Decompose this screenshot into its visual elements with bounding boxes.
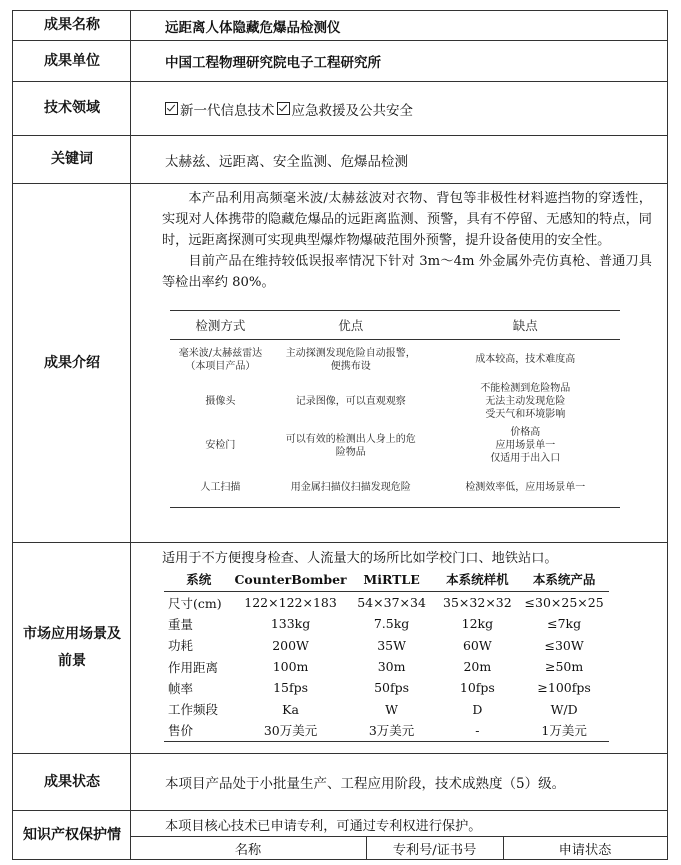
spec-cell: 功耗	[168, 638, 194, 654]
ip-col-number: 专利号/证书号	[392, 842, 477, 858]
comparison-header: 优点	[271, 311, 431, 340]
unit-value: 中国工程物理研究院电子工程研究所	[165, 55, 381, 71]
keywords-value: 太赫兹、远距离、安全监测、危爆品检测	[165, 153, 408, 170]
spec-cell: 133kg	[270, 616, 311, 632]
unit-label: 成果单位	[44, 52, 100, 69]
spec-cell: W/D	[550, 701, 578, 717]
spec-cell: 尺寸(cm)	[164, 592, 233, 614]
cons-cell: 价格高 应用场景单一 仅适用于出入口	[490, 427, 561, 464]
status-label: 成果状态	[44, 773, 100, 790]
spec-cell: W	[385, 701, 398, 717]
name-label: 成果名称	[44, 17, 100, 34]
market-intro: 适用于不方便搜身检查、人流量大的场所比如学校门口、地铁站口。	[162, 551, 558, 566]
method-cell: 毫米波/太赫兹雷达 （本项目产品）	[178, 347, 263, 372]
spec-cell: 54×37×34	[348, 592, 436, 614]
intro-paragraph-1: 本产品利用高频毫米波/太赫兹波对衣物、背包等非极性材料遮挡物的穿透性，实现对人体携带的隐藏危爆品的远距离监测、预警，具有不停留、无感知的特点，同时，远距离探测可实现典型爆炸物爆破范围外预警，提升设备使用的安全性。	[162, 191, 652, 248]
table-row	[164, 677, 609, 698]
spec-cell: 15fps	[273, 680, 309, 696]
ip-col-name: 名称	[234, 842, 262, 858]
spec-cell: 1万美元	[519, 720, 609, 742]
spec-cell: 3万美元	[348, 720, 436, 742]
spec-header: 本系统产品	[519, 567, 609, 592]
spec-cell: 帧率	[168, 680, 194, 696]
method-cell: 安检门	[205, 440, 236, 451]
spec-cell: 12kg	[461, 616, 494, 632]
spec-header: MiRTLE	[348, 567, 436, 592]
spec-header: 本系统样机	[436, 567, 520, 592]
spec-cell: D	[472, 701, 483, 717]
table-row	[164, 592, 609, 614]
pros-cell: 用金属扫描仪扫描发现危险	[271, 468, 431, 508]
spec-cell: ≥100fps	[537, 680, 591, 696]
name-value: 远距离人体隐藏危爆品检测仪	[165, 19, 341, 36]
cons-cell: 成本较高，技术难度高	[475, 354, 576, 366]
table-row	[170, 468, 620, 508]
table-row	[170, 424, 620, 468]
spec-header: CounterBomber	[233, 567, 347, 592]
spec-cell: Ka	[282, 701, 299, 717]
field-option-1: 新一代信息技术	[180, 102, 275, 119]
spec-cell: 10fps	[459, 680, 495, 696]
table-row	[164, 635, 609, 656]
row-status	[12, 753, 668, 811]
pros-cell: 主动探测发现危险自动报警， 便携布设	[285, 347, 416, 372]
spec-header: 系统	[164, 567, 233, 592]
comparison-table	[170, 310, 620, 508]
table-row	[164, 656, 609, 677]
ip-col-status: 申请状态	[558, 842, 612, 858]
intro-text	[162, 188, 652, 293]
spec-cell: 7.5kg	[373, 616, 410, 632]
spec-cell: ≤30×25×25	[519, 592, 609, 614]
spec-cell: ≥50m	[545, 659, 584, 675]
intro-paragraph-2: 目前产品在维持较低误报率情况下针对 3m～4m 外金属外壳仿真枪、普通刀具等检出率约 80%。	[162, 254, 652, 290]
checked-box-icon	[277, 102, 290, 115]
keywords-label: 关键词	[51, 151, 93, 168]
pros-cell: 可以有效的检测出人身上的危 险物品	[285, 433, 416, 458]
table-row	[170, 340, 620, 380]
ip-value: 本项目核心技术已申请专利，可通过专利权进行保护。	[165, 819, 482, 834]
table-row	[164, 720, 609, 742]
spec-cell: 35W	[377, 637, 406, 653]
cons-cell: 检测效率低，应用场景单一	[431, 468, 620, 508]
spec-table	[164, 567, 609, 742]
comparison-header: 缺点	[431, 311, 620, 340]
row-unit	[12, 40, 668, 82]
spec-cell: 122×122×183	[233, 592, 347, 614]
table-row	[170, 380, 620, 424]
spec-cell: 工作频段	[168, 702, 219, 718]
row-keywords	[12, 135, 668, 184]
spec-cell: 重量	[168, 616, 194, 632]
spec-cell: 作用距离	[168, 659, 219, 675]
method-cell: 人工扫描	[170, 468, 271, 508]
spec-cell: ≤30W	[544, 637, 584, 653]
achievement-form	[12, 10, 668, 860]
field-option-2: 应急救援及公共安全	[291, 102, 413, 119]
spec-cell: 60W	[462, 637, 492, 653]
ip-label: 知识产权保护情	[23, 826, 121, 843]
pros-cell: 记录图像，可以直观观察	[295, 396, 406, 407]
checked-box-icon	[165, 102, 178, 115]
method-cell: 摄像头	[205, 396, 236, 407]
spec-cell: -	[436, 720, 520, 742]
spec-cell: 30m	[377, 659, 406, 675]
spec-cell: 200W	[272, 637, 309, 653]
spec-cell: 100m	[272, 659, 309, 675]
comparison-header: 检测方式	[170, 311, 271, 340]
status-value: 本项目产品处于小批量生产、工程应用阶段，技术成熟度（5）级。	[165, 776, 566, 792]
field-value	[131, 82, 667, 135]
cons-cell: 不能检测到危险物品 无法主动发现危险 受天气和环境影响	[480, 383, 571, 420]
spec-cell: 30万美元	[233, 720, 347, 742]
row-name	[12, 10, 668, 41]
spec-cell: 20m	[463, 659, 492, 675]
row-ip	[12, 810, 668, 860]
row-field	[12, 81, 668, 136]
spec-cell: 50fps	[374, 680, 410, 696]
field-label: 技术领域	[44, 100, 100, 117]
market-label: 市场应用场景及 前景	[23, 626, 121, 669]
table-row	[164, 698, 609, 719]
spec-cell: 35×32×32	[436, 592, 520, 614]
table-row	[164, 613, 609, 634]
spec-cell: ≤7kg	[547, 616, 582, 632]
intro-label: 成果介绍	[44, 354, 100, 371]
spec-cell: 售价	[164, 720, 233, 742]
